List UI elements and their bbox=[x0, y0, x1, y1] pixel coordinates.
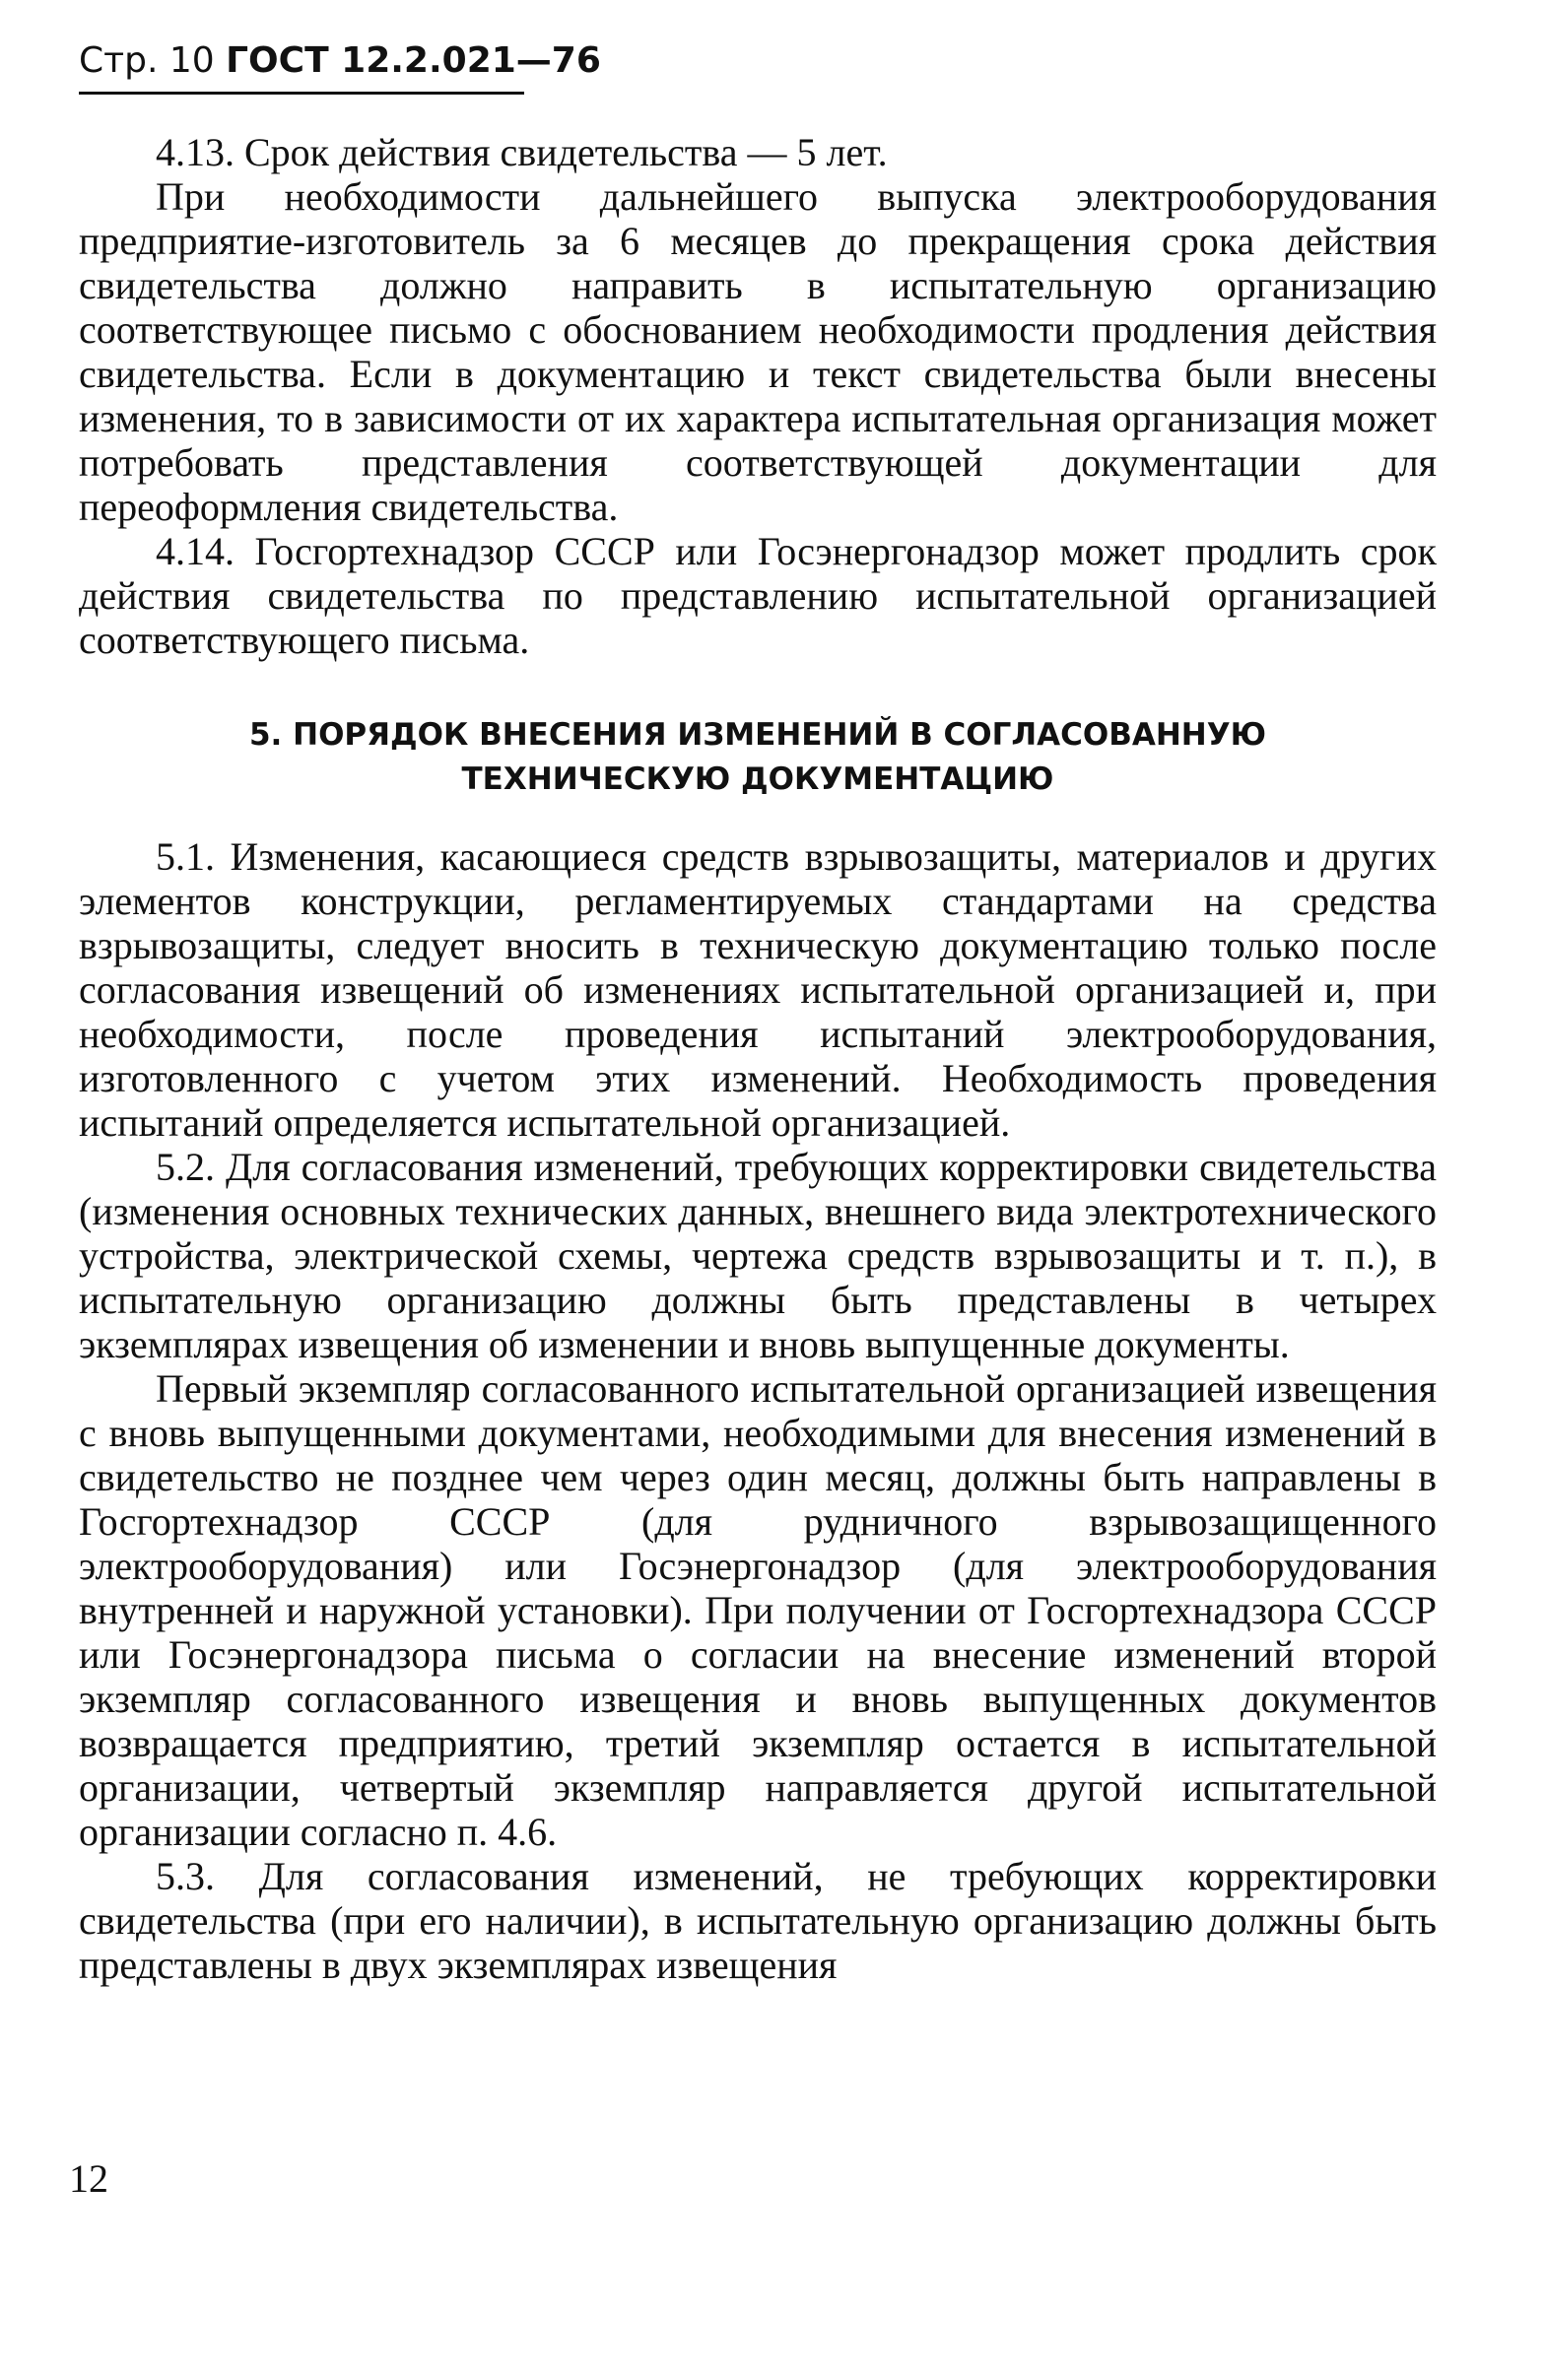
paragraph-4-14: 4.14. Госгортехнадзор СССР или Госэнергонадзор может продлить срок действия свидетельства по представлению испытательной организацией соответствующего письма. bbox=[79, 529, 1437, 662]
page-number: 12 bbox=[69, 2156, 108, 2201]
paragraph-5-2-copies: Первый экземпляр согласованного испытательной организацией извещения с вновь выпущенными документами, необходимыми для внесения изменений в свидетельство не позднее чем через один месяц, должны быть направлены в Госгортехнадзор СССР (для рудничного взрывозащищенного электрооборудования) или Госэнергонадзор (для электрооборудования внутренней и наружной установки). При получении от Госгортехнадзора СССР или Госэнергонадзора письма о согласии на внесение изменений второй экземпляр согласованного извещения и вновь выпущенных документов возвращается предприятию, третий экземпляр остается в испытательной организации, четвертый экземпляр направляется другой испытательной организации согласно п. 4.6. bbox=[79, 1366, 1437, 1854]
paragraph-4-13-extension: При необходимости дальнейшего выпуска электрооборудования предприятие-изготовитель за 6 месяцев до прекращения срока действия свидетельства должно направить в испытательную организацию соответствующее письмо с обоснованием необходимости продления действия свидетельства. Если в документацию и текст свидетельства были внесены изменения, то в зависимости от их характера испытательная организация может потребовать представления соответствующей документации для переоформления свидетельства. bbox=[79, 174, 1437, 529]
section-5-heading: 5. ПОРЯДОК ВНЕСЕНИЯ ИЗМЕНЕНИЙ В СОГЛАСОВАННУЮ ТЕХНИЧЕСКУЮ ДОКУМЕНТАЦИЮ bbox=[248, 717, 1266, 797]
standard-number: ГОСТ 12.2.021—76 bbox=[226, 40, 601, 81]
page-header bbox=[79, 39, 601, 83]
paragraph-5-2: 5.2. Для согласования изменений, требующих корректировки свидетельства (изменения основных технических данных, внешнего вида электротехнического устройства, электрической схемы, чертежа средств взрывозащиты и т. п.), в испытательную организацию должны быть представлены в четырех экземплярах извещения об изменении и вновь выпущенные документы. bbox=[79, 1145, 1437, 1366]
header-divider bbox=[79, 92, 524, 95]
document-body bbox=[79, 130, 1437, 1987]
paragraph-5-3: 5.3. Для согласования изменений, не требующих корректировки свидетельства (при его наличии), в испытательную организацию должны быть представлены в двух экземплярах извещения bbox=[79, 1854, 1437, 1987]
paragraph-4-13: 4.13. Срок действия свидетельства — 5 лет. bbox=[156, 130, 888, 174]
page-label: Стр. 10 bbox=[79, 40, 215, 81]
paragraph-5-1: 5.1. Изменения, касающиеся средств взрывозащиты, материалов и других элементов конструкции, регламентируемых стандартами на средства взрывозащиты, следует вносить в техническую документацию только после согласования извещений об изменениях испытательной организацией и, при необходимости, после проведения испытаний электрооборудования, изготовленного с учетом этих изменений. Необходимость проведения испытаний определяется испытательной организацией. bbox=[79, 834, 1437, 1145]
